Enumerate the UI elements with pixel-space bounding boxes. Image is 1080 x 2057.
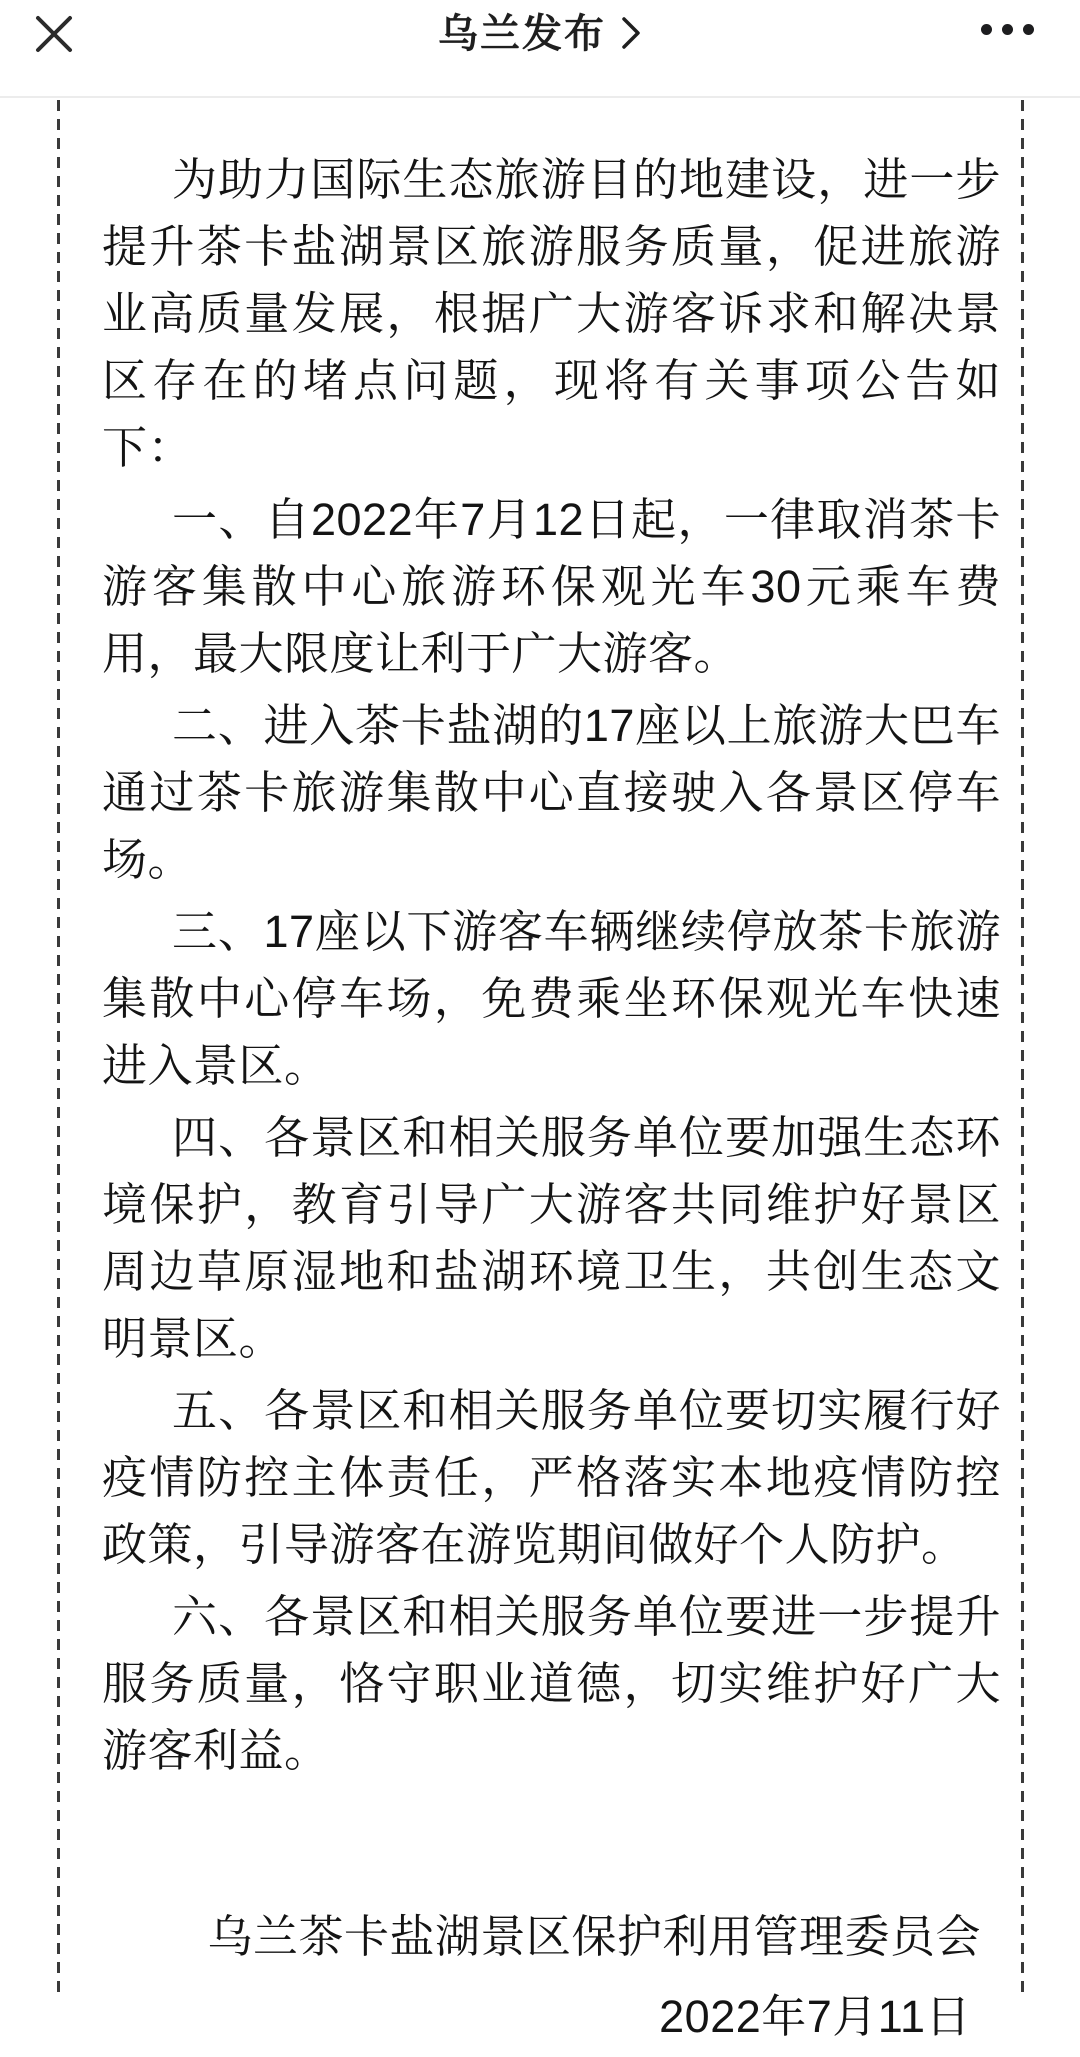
announcement-item-3: 三、17座以下游客车辆继续停放茶卡旅游集散中心停车场，免费乘坐环保观光车快速进入景区。 — [102, 906, 1001, 1091]
signature-org: 乌兰茶卡盐湖景区保护利用管理委员会 — [207, 1911, 981, 1962]
menu-dot — [981, 24, 992, 35]
announcement-item-6: 六、各景区和相关服务单位要进一步提升服务质量，恪守职业道德，切实维护好广大游客利益。 — [102, 1591, 1001, 1776]
navbar — [0, 0, 1080, 98]
page-title: 乌兰发布 — [438, 12, 606, 56]
dashed-border-right — [1021, 100, 1024, 1993]
announcement-item-1: 一、自2022年7月12日起，一律取消茶卡游客集散中心旅游环保观光车30元乘车费用，最大限度让利于广大游客。 — [102, 494, 1001, 679]
announcement-document — [58, 98, 1021, 2042]
announcement-item-2: 二、进入茶卡盐湖的17座以上旅游大巴车通过茶卡旅游集散中心直接驶入各景区停车场。 — [102, 700, 1001, 885]
announcement-item-4: 四、各景区和相关服务单位要加强生态环境保护，教育引导广大游客共同维护好景区周边草原湿地和盐湖环境卫生，共创生态文明景区。 — [102, 1112, 1001, 1364]
announcement-intro-paragraph: 为助力国际生态旅游目的地建设，进一步提升茶卡盐湖景区旅游服务质量，促进旅游业高质量发展，根据广大游客诉求和解决景区存在的堵点问题，现将有关事项公告如下： — [102, 154, 1001, 473]
official-account-link[interactable] — [438, 8, 642, 60]
menu-dot — [1002, 24, 1013, 35]
menu-dot — [1023, 24, 1034, 35]
more-menu-icon[interactable] — [975, 14, 1040, 45]
chevron-right-icon — [620, 13, 642, 58]
article-body — [0, 98, 1080, 2042]
signature-date: 2022年7月11日 — [659, 1991, 971, 2042]
close-icon[interactable] — [30, 10, 78, 58]
announcement-item-5: 五、各景区和相关服务单位要切实履行好疫情防控主体责任，严格落实本地疫情防控政策，引导游客在游览期间做好个人防护。 — [102, 1385, 1001, 1570]
